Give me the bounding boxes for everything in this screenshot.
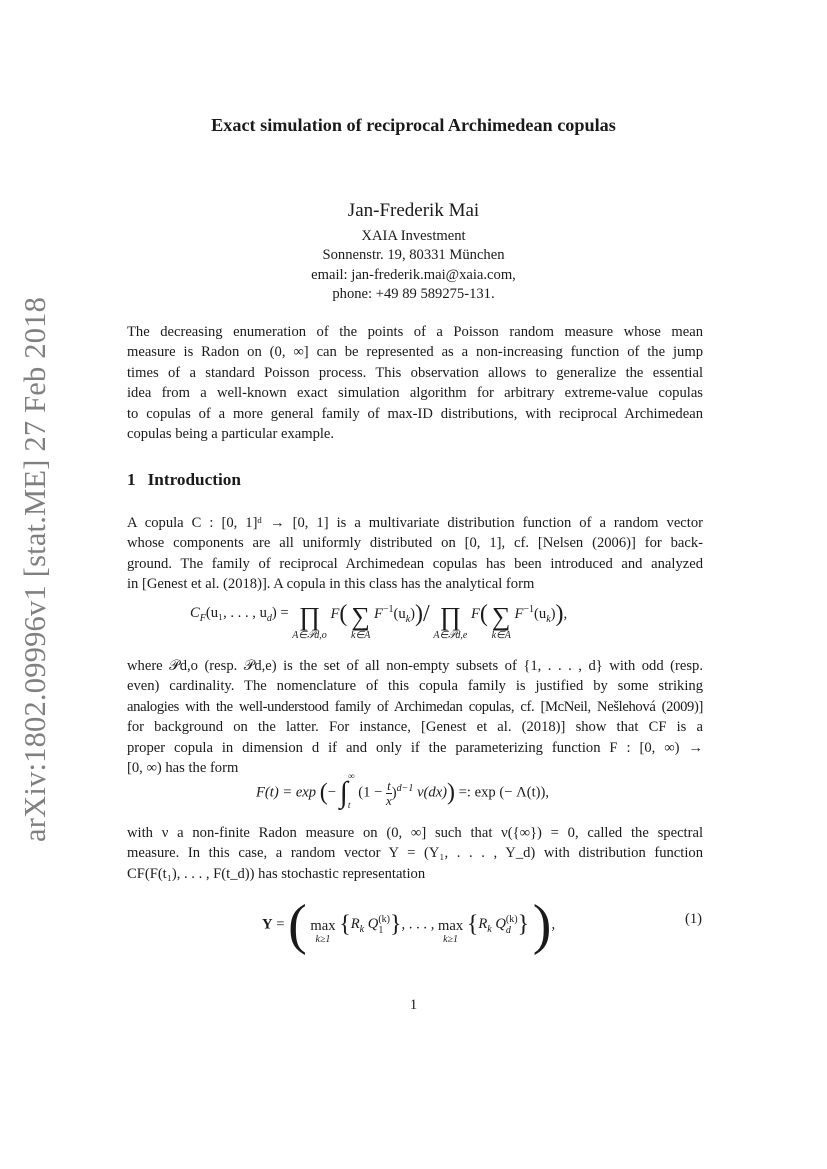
section-heading-introduction: [127, 470, 241, 490]
eq-vector-Y: Y: [262, 916, 273, 933]
equation-number: (1): [684, 911, 702, 927]
eq-superscript: (k): [378, 914, 390, 925]
eq-term: (1 −: [358, 784, 383, 801]
sum-operator: ∑ k∈A: [491, 602, 511, 641]
product-subscript: A∈𝒫d,e: [433, 630, 468, 641]
text-line: [0, ∞) has the form: [127, 760, 239, 777]
affiliation-phone: phone: +49 89 589275-131.: [332, 285, 495, 302]
denominator: x: [386, 792, 392, 808]
sum-subscript: k∈A: [351, 630, 371, 641]
eq-rhs-inner: − Λ(t): [504, 784, 541, 801]
numerator: t: [387, 777, 391, 793]
intro-paragraph-2: [127, 656, 703, 778]
max-subscript: k≥1: [443, 933, 459, 945]
eq-symbol: R: [350, 916, 360, 933]
eq-subscript: 1: [378, 925, 384, 936]
max-operator: [310, 918, 335, 945]
text-line: analogies with the well-understood family of Archimedan copulas, cf. [McNeil, Nešlehová (2009)]: [127, 698, 703, 715]
eq-symbol: Q: [495, 916, 506, 933]
eq-symbol: C: [190, 605, 200, 622]
section-title: Introduction: [147, 470, 241, 489]
eq-symbol: F: [330, 606, 340, 622]
abstract-line: idea from a well-known exact simulation algorithm for arbitrary extreme-value copulas: [127, 385, 703, 402]
eq-subscript: k: [487, 924, 492, 936]
eq-term: (u: [534, 605, 547, 622]
intro-paragraph-3: [127, 823, 703, 884]
eq-symbol: F: [514, 605, 524, 622]
text-line: A copula C : [0, 1]ᵈ → [0, 1] is a multivariate distribution function of a random vector: [127, 515, 703, 531]
text-line: where 𝒫d,o (resp. 𝒫d,e) is the set of all non-empty subsets of {1, . . . , d} with odd (resp.: [127, 658, 703, 674]
eq-symbol: F: [373, 605, 383, 622]
eq-subscript: d: [505, 925, 511, 936]
affiliation-address: Sonnenstr. 19, 80331 München: [322, 247, 505, 264]
paper-title: Exact simulation of reciprocal Archimedean copulas: [211, 115, 616, 135]
text-line: whose components are all uniformly distributed on [0, 1], cf. [Nelsen (2006)] for back-: [127, 535, 703, 552]
product-operator: ∏ A∈𝒫d,o: [292, 602, 327, 641]
eq-tail: ,: [563, 606, 568, 622]
integral-limits: [347, 772, 355, 811]
intro-paragraph-1: [127, 513, 703, 595]
arxiv-identifier-stamp: arXiv:1802.09996v1 [stat.ME] 27 Feb 2018: [18, 296, 52, 842]
eq-rhs: =: exp: [458, 784, 496, 801]
eq-superscript: −1: [523, 604, 535, 616]
eq-superscript: −1: [382, 604, 394, 616]
page-number: 1: [409, 997, 418, 1013]
eq-term: (u: [393, 605, 406, 622]
abstract-line: The decreasing enumeration of the points of a Poisson random measure whose mean: [127, 324, 703, 340]
text-line: CF(F(t₁), . . . , F(t_d)) has stochastic representation: [127, 865, 426, 882]
max-subscript: k≥1: [315, 933, 331, 945]
eq-lhs: F(t) = exp: [256, 784, 317, 801]
max-label: max: [310, 917, 336, 934]
eq-subscript: d: [266, 612, 272, 624]
text-line: in [Genest et al. (2018)]. A copula in this class has the analytical form: [127, 576, 535, 593]
affiliation-company: XAIA Investment: [361, 228, 466, 244]
eq-subscript: F: [199, 612, 206, 624]
eq-subscript: k: [359, 924, 365, 936]
text-line: measure. In this case, a random vector Y = (Y₁, . . . , Y_d) with distribution function: [127, 845, 703, 862]
eq-dots: , . . . ,: [401, 916, 435, 933]
eq-superscript: (k): [505, 914, 518, 925]
abstract-line: measure is Radon on (0, ∞] can be represented as a non-increasing function of the jump: [127, 344, 703, 361]
equation-1-stochastic-representation: Y = ( max k≥1 {$R_k$ Q (k) 1 }, . . . , max k≥1 {$R_k$ Q (k) d } ),: [262, 894, 556, 956]
eq-tail: ,: [545, 784, 550, 801]
eq-division: /: [423, 601, 430, 627]
equation-copula-form: $C_F(u_1$, . . . , $u_d$) = ∏ A∈𝒫d,o F( ∑ k∈A $F^{-1}(u_k))/$ ∏ A∈𝒫d,e F( ∑ k∈A $F^{-1}(u_k)$),: [190, 601, 568, 641]
integral-sign: ∫: [339, 776, 348, 809]
section-number: 1: [127, 470, 136, 489]
eq-equals: =: [276, 916, 285, 933]
eq-measure: ν(dx): [417, 784, 448, 801]
text-line: with ν a non-finite Radon measure on (0, ∞] such that ν({∞}) = 0, called the spectral: [127, 825, 703, 841]
affiliation-email[interactable]: email: jan-frederik.mai@xaia.com,: [311, 266, 516, 283]
eq-symbol: F: [470, 606, 480, 622]
eq-args: (u₁, . . . , u: [205, 605, 267, 622]
equation-F-form: F(t) = exp (− ∫ ∞ t (1 − $\frac{t}{x}$ )$^{d-1}$ ν(dx)) =: exp (− Λ(t)),: [256, 772, 550, 811]
eq-subscript: k: [405, 613, 411, 625]
abstract: [127, 322, 703, 444]
eq-minus: −: [327, 784, 336, 801]
text-line: for background on the latter. For instance, [Genest et al. (2018)] show that CF is a: [127, 719, 703, 736]
sum-operator: ∑ k∈A: [351, 602, 371, 641]
author-affiliation: [0, 227, 827, 304]
text-line: ground. The family of reciprocal Archimedean copulas has been introduced and analyzed: [127, 555, 703, 572]
text-line: even) cardinality. The nomenclature of this copula family is justified by some striking: [127, 678, 703, 695]
max-operator: [438, 918, 463, 945]
upper-limit: ∞: [347, 772, 355, 782]
eq-symbol: Q: [367, 916, 379, 933]
abstract-line: copulas being a particular example.: [127, 426, 335, 443]
product-operator: ∏ A∈𝒫d,e: [433, 602, 468, 641]
eq-superscript: d−1: [396, 783, 414, 795]
max-label: max: [438, 917, 464, 934]
lower-limit: t: [347, 801, 351, 811]
fraction: [386, 779, 392, 808]
eq-tail: ,: [551, 916, 556, 933]
sum-subscript: k∈A: [491, 630, 511, 641]
author-name: Jan-Frederik Mai: [347, 200, 480, 221]
product-subscript: A∈𝒫d,o: [292, 630, 327, 641]
eq-subscript: k: [546, 613, 551, 625]
eq-symbol: R: [478, 916, 488, 933]
text-line: proper copula in dimension d if and only if the parameterizing function F : [0, ∞) →: [127, 739, 703, 756]
eq-args-close: ) =: [271, 605, 289, 622]
abstract-line: to copulas of a more general family of max-ID distributions, with reciprocal Archimedean: [127, 405, 703, 422]
abstract-line: times of a standard Poisson process. This observation allows to generalize the essential: [127, 364, 703, 381]
